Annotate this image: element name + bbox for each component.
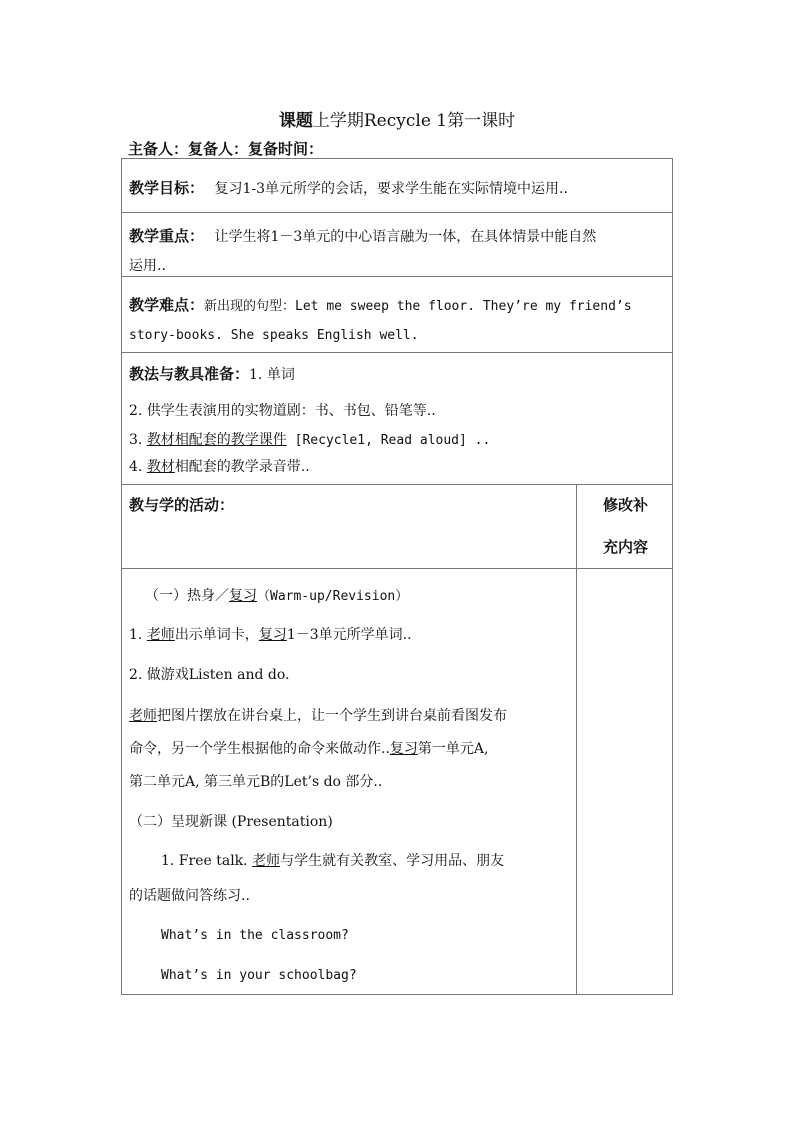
game-line1-text: 把图片摆放在讲台桌上，让一个学生到讲台桌前看图发布: [157, 708, 507, 724]
warmup-prefix: （一）热身／: [145, 588, 229, 604]
step-1: [129, 625, 412, 645]
key-points-line1: [129, 226, 596, 247]
lesson-title: [0, 106, 794, 131]
game-desc-line3: 第二单元A, 第三单元B的Let’s do 部分..: [129, 774, 383, 790]
methods-item4-text: 相配套的教学录音带..: [174, 459, 310, 475]
game-teacher: 老师: [129, 708, 157, 724]
free-talk-teacher: 老师: [252, 853, 281, 869]
section-warmup-heading: [145, 586, 408, 607]
table-border-top: [121, 158, 673, 159]
difficulty-text2: story-books. She speaks English well.: [129, 328, 419, 343]
table-border-right: [672, 158, 673, 995]
objective-text: 复习1-3单元所学的会话，要求学生能在实际情境中运用..: [214, 181, 568, 197]
game-desc-line2: [129, 739, 488, 759]
game-line2-b: 第一单元A,: [417, 741, 489, 757]
step-1-num: 1.: [129, 627, 147, 643]
game-line2-a: 命令，另一个学生根据他的命令来做动作..: [129, 741, 390, 757]
methods-item4-num: 4.: [129, 459, 147, 475]
key-points-label: 教学重点：: [129, 227, 205, 245]
table-border-bottom: [121, 994, 673, 995]
free-talk-text: 与学生就有关教室、学习用品、朋友: [280, 853, 505, 869]
free-talk-line1: [161, 851, 504, 871]
question-2: What’s in your schoolbag?: [161, 968, 357, 983]
lesson-plan-table: [121, 158, 673, 994]
question-1: What’s in the classroom?: [161, 928, 349, 943]
step-2: 2. 做游戏Listen and do.: [129, 667, 290, 683]
key-points-text1: 让学生将1－3单元的中心语言融为一体，在具体情景中能自然: [214, 229, 597, 245]
revision-column-label-1: 修改补: [603, 496, 649, 514]
title-rest: 上学期Recycle 1第一课时: [312, 111, 516, 131]
table-rule: [121, 352, 673, 353]
objective-row: [129, 178, 568, 199]
title-bold: 课题: [278, 111, 313, 131]
table-rule: [121, 212, 673, 213]
table-border-left: [121, 158, 122, 995]
methods-item4-textbook: 教材: [146, 459, 175, 475]
methods-item3-textbook: 教材: [146, 432, 175, 448]
methods-item3-num: 3.: [129, 432, 147, 448]
section-presentation-heading: （二）呈现新课 (Presentation): [129, 814, 333, 830]
methods-item2: 2. 供学生表演用的实物道剧：书、书包、铅笔等..: [129, 403, 436, 419]
free-talk-line2: 的话题做问答练习..: [129, 888, 250, 904]
preparer-line: 主备人：复备人：复备时间：: [128, 140, 324, 158]
column-divider: [576, 484, 577, 995]
table-rule: [121, 276, 673, 277]
methods-line1: [129, 364, 295, 385]
table-rule: [121, 568, 673, 569]
methods-item3-ref: [Recycle1, Read aloud] ..: [286, 433, 491, 448]
key-points-text2: 运用..: [129, 258, 166, 274]
methods-item1: 1. 单词: [249, 367, 295, 383]
methods-item4: [129, 457, 310, 477]
warmup-review: 复习: [229, 588, 257, 604]
game-desc-line1: [129, 706, 507, 726]
difficulty-line1: [129, 295, 632, 317]
free-talk-prefix: 1. Free talk.: [161, 853, 253, 869]
methods-item3-courseware: 相配套的教学课件: [174, 432, 287, 448]
step-1-review: 复习: [258, 627, 287, 643]
activities-label: 教与学的活动：: [129, 496, 235, 514]
step-1-end: 1－3单元所学单词..: [286, 627, 412, 643]
warmup-english: （Warm-up/Revision）: [257, 589, 409, 604]
step-1-mid: 出示单词卡，: [174, 627, 259, 643]
difficulty-label: 教学难点：: [129, 296, 205, 314]
revision-column-label-2: 充内容: [603, 538, 649, 556]
objective-label: 教学目标：: [129, 179, 205, 197]
game-review: 复习: [389, 741, 418, 757]
table-rule: [121, 484, 673, 485]
methods-label: 教法与教具准备：: [129, 365, 250, 383]
difficulty-text1: 新出现的句型：Let me sweep the floor. They’re my friend’s: [204, 299, 632, 314]
methods-item3: [129, 430, 490, 451]
step-1-teacher: 老师: [146, 627, 175, 643]
